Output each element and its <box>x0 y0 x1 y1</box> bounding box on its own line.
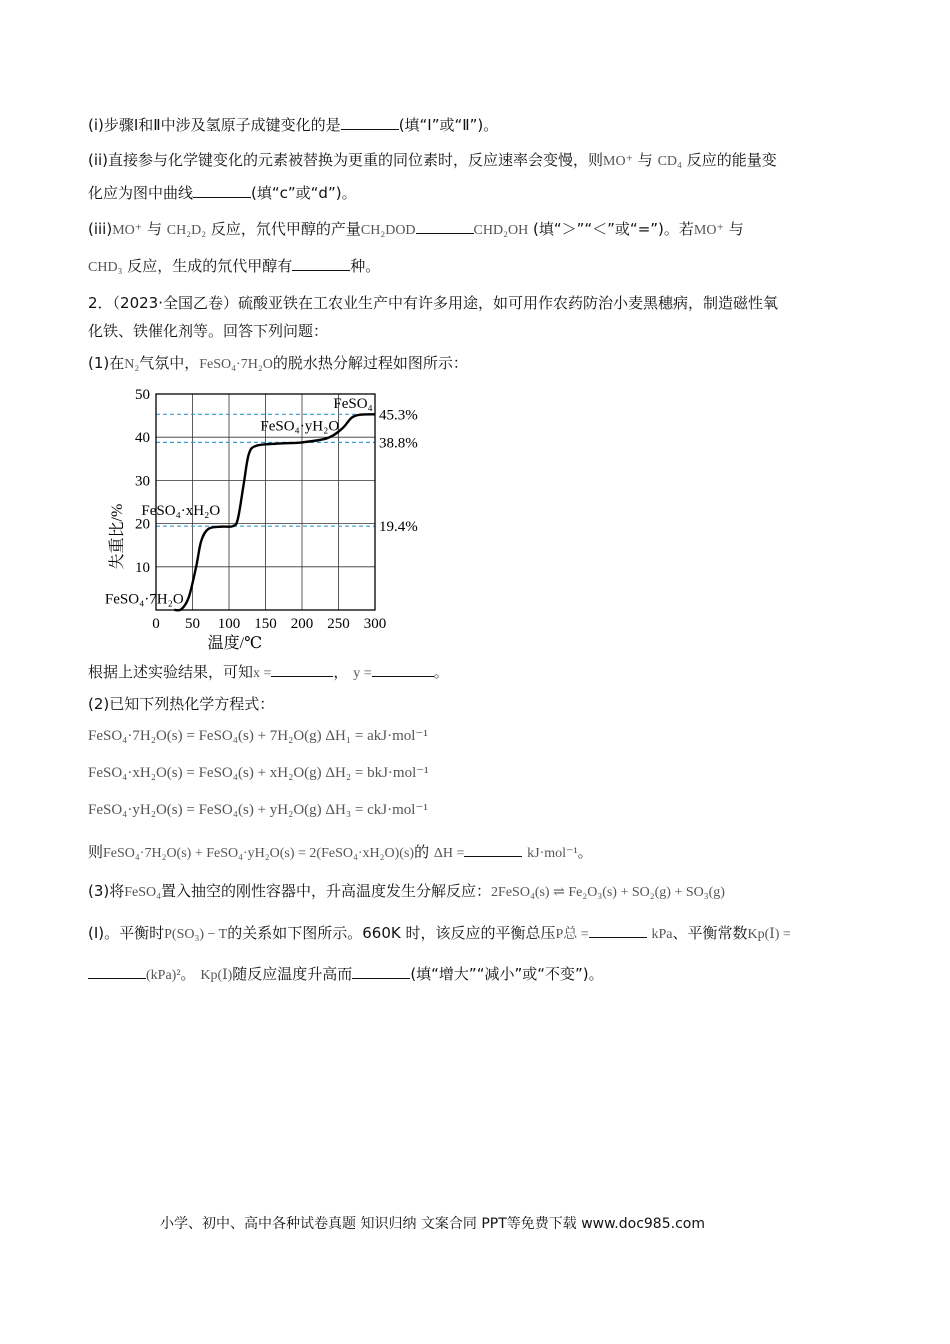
answer-blank-kp[interactable] <box>88 964 146 979</box>
question-ii-cont: 化应为图中曲线 (填“c”或“d”)。 <box>88 184 357 202</box>
question-2-2-title: (2)已知下列热化学方程式： <box>88 695 275 713</box>
chart-annotation: FeSO₄·xH₂O <box>141 502 221 519</box>
x-tick-label: 0 <box>152 616 160 632</box>
reference-line-label: 19.4% <box>379 519 418 536</box>
y-tick-label: 30 <box>135 473 150 490</box>
x-tick-label: 300 <box>363 616 387 632</box>
question-2-1-answer: 根据上述实验结果，可知x = ， y = 。 <box>88 663 449 681</box>
y-tick-label: 40 <box>135 430 150 447</box>
question-2-2-ask: 则FeSO₄·7H₂O(s) + FeSO₄·yH₂O(s) = 2(FeSO₄·xH₂O)(s)的 ΔH = kJ·mol⁻¹。 <box>88 843 593 861</box>
answer-blank[interactable] <box>292 256 350 271</box>
question-i: (i)步骤Ⅰ和Ⅱ中涉及氢原子成键变化的是 (填“Ⅰ”或“Ⅱ”)。 <box>88 116 499 134</box>
answer-blank-dh[interactable] <box>464 842 522 857</box>
x-tick-label: 200 <box>290 616 314 632</box>
equation-2: FeSO₄·xH₂O(s) = FeSO₄(s) + xH₂O(g) ΔH₂ = bkJ·mol⁻¹ <box>88 765 429 781</box>
answer-blank-y[interactable] <box>372 662 434 677</box>
question-2-3: (3)将FeSO₄置入抽空的刚性容器中，升高温度发生分解反应：2FeSO₄(s) ⇌ Fe₂O₃(s) + SO₂(g) + SO₃(g) <box>88 882 725 900</box>
chart-annotation: FeSO₄ <box>333 395 373 412</box>
reference-line-label: 38.8% <box>379 435 418 452</box>
y-tick-label: 20 <box>135 516 150 533</box>
question-iii-cont: CHD₃ 反应，生成的氘代甲醇有 种。 <box>88 257 381 275</box>
answer-blank-trend[interactable] <box>352 964 410 979</box>
equation-1: FeSO₄·7H₂O(s) = FeSO₄(s) + 7H₂O(g) ΔH₁ = akJ·mol⁻¹ <box>88 728 428 744</box>
x-tick-label: 150 <box>254 616 277 632</box>
chart-annotation: FeSO₄·yH₂O <box>260 418 340 435</box>
answer-blank-p-total[interactable] <box>589 923 647 938</box>
x-tick-label: 250 <box>327 616 350 632</box>
x-axis-label: 温度/℃ <box>207 635 263 650</box>
equation-3: FeSO₄·yH₂O(s) = FeSO₄(s) + yH₂O(g) ΔH₃ = ckJ·mol⁻¹ <box>88 802 428 818</box>
answer-blank[interactable] <box>341 115 399 130</box>
question-2-3-cont: (Ⅰ)。平衡时P(SO₃) − T的关系如下图所示。660K 时，该反应的平衡总压P总 = kPa、平衡常数Kp(Ⅰ) = <box>88 924 791 942</box>
question-iii: (iii)MO⁺ 与 CH₂D₂ 反应，氘代甲醇的产量CH₂DOD CHD₂OH (填“＞”“＜”或“=”)。若MO⁺ 与 <box>88 220 744 238</box>
x-tick-label: 50 <box>185 616 200 632</box>
question-2-stem-cont: 化铁、铁催化剂等。回答下列问题： <box>88 322 329 340</box>
question-2-3-cont2: (kPa)²。 Kp(Ⅰ)随反应温度升高而 (填“增大”“减小”或“不变”)。 <box>88 963 604 987</box>
dehydration-chart <box>82 384 442 650</box>
y-axis-label: 失重比/% <box>109 503 126 570</box>
x-tick-label: 100 <box>217 616 241 632</box>
page-footer: 小学、初中、高中各种试卷真题 知识归纳 文案合同 PPT等免费下载 www.doc985.com <box>160 1216 705 1232</box>
y-tick-label: 10 <box>135 559 150 576</box>
chart-annotation: FeSO₄·7H₂O <box>104 591 184 608</box>
reference-line-label: 45.3% <box>379 407 418 424</box>
y-tick-label: 50 <box>135 387 150 403</box>
question-2-stem: 2．（2023·全国乙卷）硫酸亚铁在工农业生产中有许多用途，如可用作农药防治小麦黑穗病，制造磁性氧 <box>88 294 778 312</box>
question-ii: (ii)直接参与化学键变化的元素被替换为更重的同位素时，反应速率会变慢，则MO⁺ 与 CD₄ 反应的能量变 <box>88 151 777 169</box>
question-2-1: (1)在N₂气氛中，FeSO₄·7H₂O的脱水热分解过程如图所示： <box>88 354 468 372</box>
answer-blank-x[interactable] <box>271 662 333 677</box>
answer-blank[interactable] <box>193 183 251 198</box>
answer-blank[interactable] <box>416 219 474 234</box>
